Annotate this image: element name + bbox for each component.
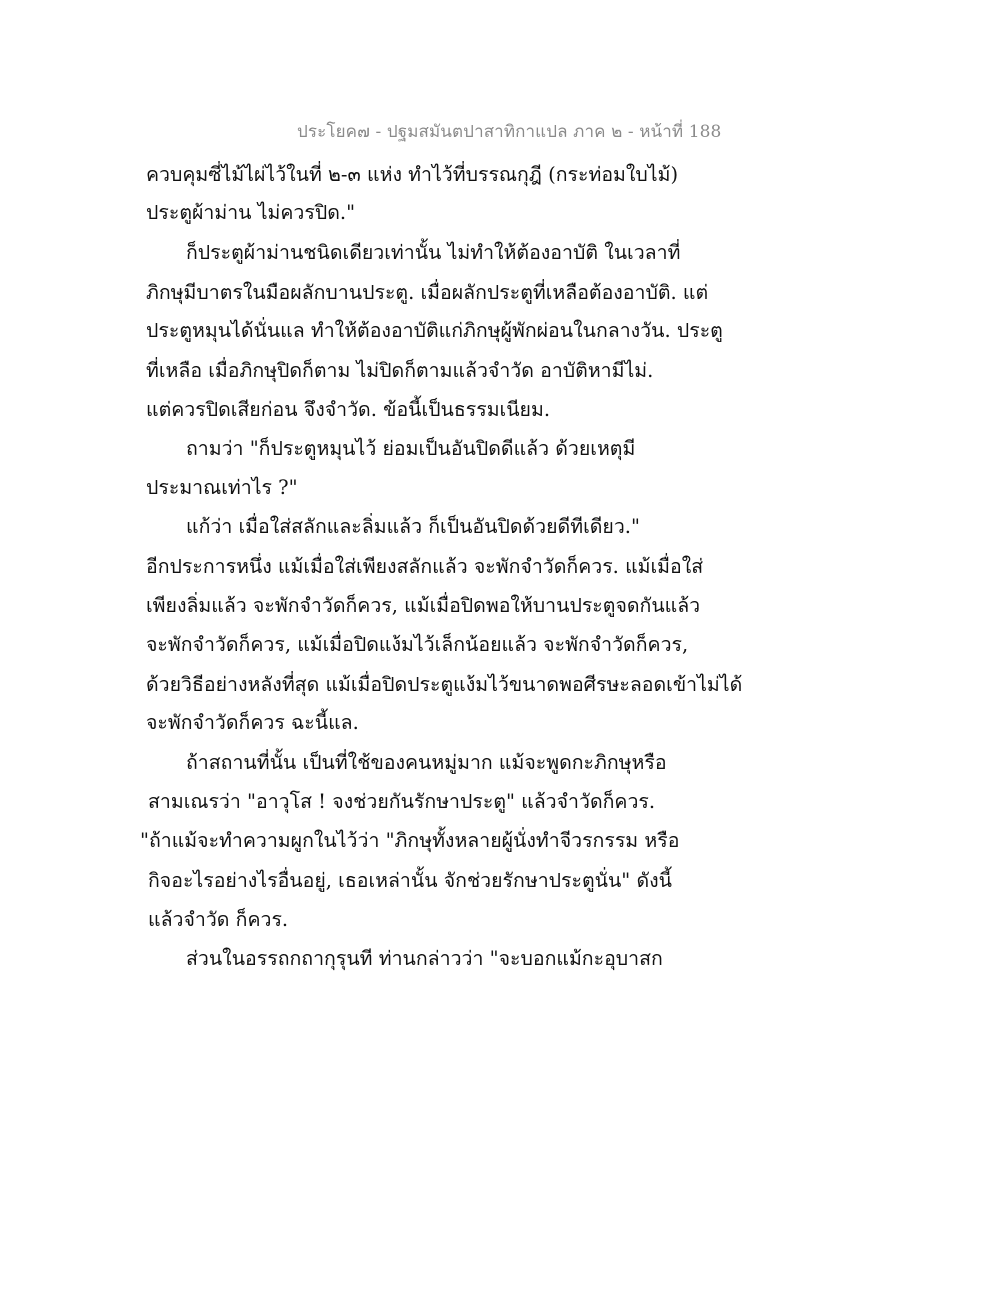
text-line: แต่ควรปิดเสียก่อน จึงจำวัด. ข้อนี้เป็นธรรมเนียม. xyxy=(146,398,551,421)
text-line: ที่เหลือ เมื่อภิกษุปิดก็ตาม ไม่ปิดก็ตามแล้วจำวัด อาบัติหามีไม่. xyxy=(146,359,654,382)
text-line: ก็ประตูผ้าม่านชนิดเดียวเท่านั้น ไม่ทำให้ต้องอาบัติ ในเวลาที่ xyxy=(186,241,681,264)
text-line: ประมาณเท่าไร ?" xyxy=(146,476,298,499)
text-line: ส่วนในอรรถกถากุรุนที ท่านกล่าวว่า "จะบอกแม้กะอุบาสก xyxy=(186,947,663,970)
text-line: ประตูหมุนได้นั่นแล ทำให้ต้องอาบัติแก่ภิกษุผู้พักผ่อนในกลางวัน. ประตู xyxy=(146,319,723,342)
running-header: ประโยค๗ - ปฐมสมันตปาสาทิกาแปล ภาค ๒ - หน้าที่ 188 xyxy=(297,122,722,142)
text-line: แก้ว่า เมื่อใส่สลักและลิ่มแล้ว ก็เป็นอันปิดด้วยดีทีเดียว." xyxy=(186,515,640,538)
text-line: แล้วจำวัด ก็ควร. xyxy=(148,908,289,931)
text-line: ภิกษุมีบาตรในมือผลักบานประตู. เมื่อผลักประตูที่เหลือต้องอาบัติ. แต่ xyxy=(146,281,709,304)
text-line: จะพักจำวัดก็ควร, แม้เมื่อปิดแง้มไว้เล็กน้อยแล้ว จะพักจำวัดก็ควร, xyxy=(146,633,689,656)
text-line: ถามว่า "ก็ประตูหมุนไว้ ย่อมเป็นอันปิดดีแล้ว ด้วยเหตุมี xyxy=(186,437,636,460)
text-line: กิจอะไรอย่างไรอื่นอยู่, เธอเหล่านั้น จักช่วยรักษาประตูนั่น" ดังนี้ xyxy=(148,869,672,892)
text-line: "ถ้าแม้จะทำความผูกในไว้ว่า "ภิกษุทั้งหลายผู้นั่งทำจีวรกรรม หรือ xyxy=(140,829,680,852)
text-line: ประตูผ้าม่าน ไม่ควรปิด." xyxy=(146,201,356,224)
text-line: ควบคุมซี่ไม้ไผ่ไว้ในที่ ๒-๓ แห่ง ทำไว้ที่บรรณกุฎี (กระท่อมใบไม้) xyxy=(146,163,679,186)
text-line: อีกประการหนึ่ง แม้เมื่อใส่เพียงสลักแล้ว จะพักจำวัดก็ควร. แม้เมื่อใส่ xyxy=(146,555,704,578)
text-line: เพียงลิ่มแล้ว จะพักจำวัดก็ควร, แม้เมื่อปิดพอให้บานประตูจดกันแล้ว xyxy=(146,594,701,617)
text-line: จะพักจำวัดก็ควร ฉะนี้แล. xyxy=(146,711,359,734)
text-line: ถ้าสถานที่นั้น เป็นที่ใช้ของคนหมู่มาก แม้จะพูดกะภิกษุหรือ xyxy=(186,751,667,774)
text-line: สามเณรว่า "อาวุโส ! จงช่วยกันรักษาประตู" แล้วจำวัดก็ควร. xyxy=(148,790,656,813)
text-line: ด้วยวิธีอย่างหลังที่สุด แม้เมื่อปิดประตูแง้มไว้ขนาดพอศีรษะลอดเข้าไม่ได้ xyxy=(146,673,743,696)
